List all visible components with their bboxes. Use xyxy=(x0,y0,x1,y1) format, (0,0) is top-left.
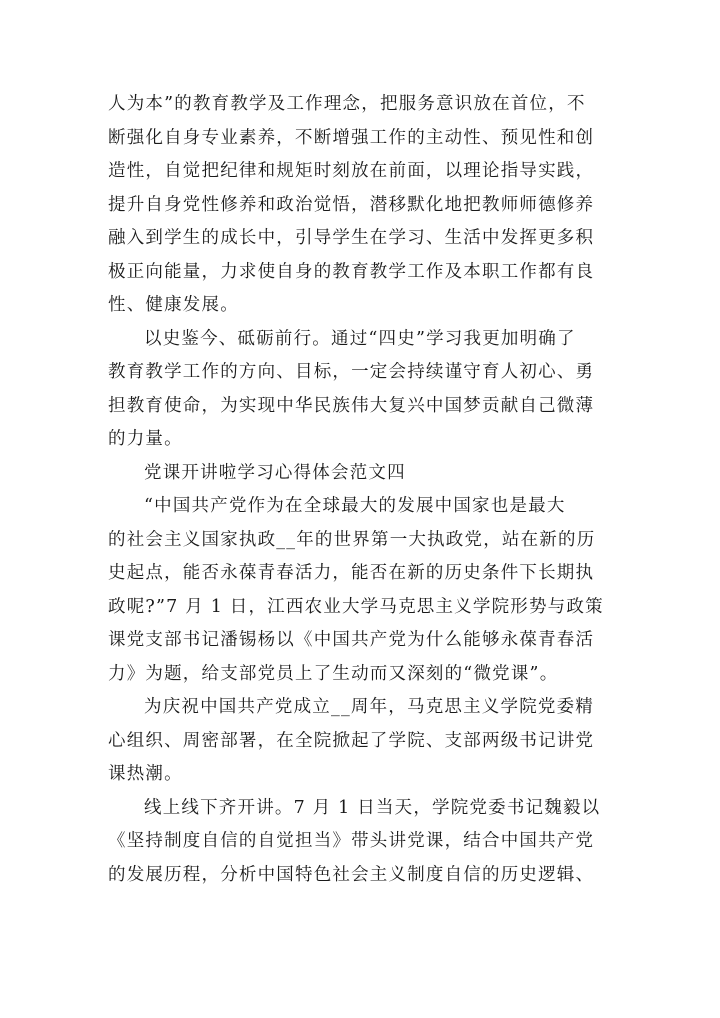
text-line: 心组织、周密部署，在全院掀起了学院、支部两级书记讲党 xyxy=(108,730,595,751)
text-line: 力》为题，给支部党员上了生动而又深刻的“微党课”。 xyxy=(108,663,559,684)
text-line: “中国共产党作为在全球最大的发展中国家也是最大 xyxy=(144,496,566,516)
text-line: 教育教学工作的方向、目标，一定会持续谨守育人初心、勇 xyxy=(108,362,595,382)
text-line: 《坚持制度自信的自觉担当》带头讲党课，结合中国共产党 xyxy=(108,831,595,851)
text-line: 课党支部书记潘锡杨以《中国共产党为什么能够永葆青春活 xyxy=(108,630,595,650)
text-line: 为庆祝中国共产党成立__周年，马克思主义学院党委精 xyxy=(144,697,594,717)
text-line: 提升自身党性修养和政治觉悟，潜移默化地把教师师德修养 xyxy=(108,194,595,215)
text-line: 极正向能量，力求使自身的教育教学工作及本职工作都有良 xyxy=(108,261,595,282)
text-line: 担教育使命，为实现中华民族伟大复兴中国梦贡献自己微薄 xyxy=(108,395,595,416)
paragraph-5 xyxy=(108,792,628,893)
text-line: 断强化自身专业素养，不断增强工作的主动性、预见性和创 xyxy=(108,127,595,148)
text-line: 政呢?”7 月 1 日，江西农业大学马克思主义学院形势与政策 xyxy=(108,596,604,617)
text-line: 融入到学生的成长中，引导学生在学习、生活中发挥更多积 xyxy=(108,228,595,248)
paragraph-2 xyxy=(108,323,628,457)
text-line: 课热潮。 xyxy=(108,764,183,784)
text-line: 的社会主义国家执政__年的世界第一大执政党，站在新的历 xyxy=(108,529,596,550)
text-line: 造性，自觉把纪律和规矩时刻放在前面，以理论指导实践， xyxy=(108,161,595,181)
paragraph-1 xyxy=(108,88,628,323)
heading-text: 党课开讲啦学习心得体会范文四 xyxy=(144,462,406,483)
text-line: 以史鉴今、砥砺前行。通过“四史”学习我更加明确了 xyxy=(144,328,576,349)
text-line: 的发展历程，分析中国特色社会主义制度自信的历史逻辑、 xyxy=(108,864,595,885)
paragraph-4 xyxy=(108,691,628,792)
text-line: 人为本”的教育教学及工作理念，把服务意识放在首位，不 xyxy=(108,94,586,114)
text-line: 史起点，能否永葆青春活力，能否在新的历史条件下长期执 xyxy=(108,563,595,583)
text-line: 的力量。 xyxy=(108,429,183,449)
text-line: 性、健康发展。 xyxy=(108,295,239,315)
paragraph-3 xyxy=(108,490,628,691)
text-line: 线上线下齐开讲。7 月 1 日当天，学院党委书记魏毅以 xyxy=(144,797,601,818)
document-body xyxy=(108,88,628,892)
section-heading xyxy=(108,457,628,491)
